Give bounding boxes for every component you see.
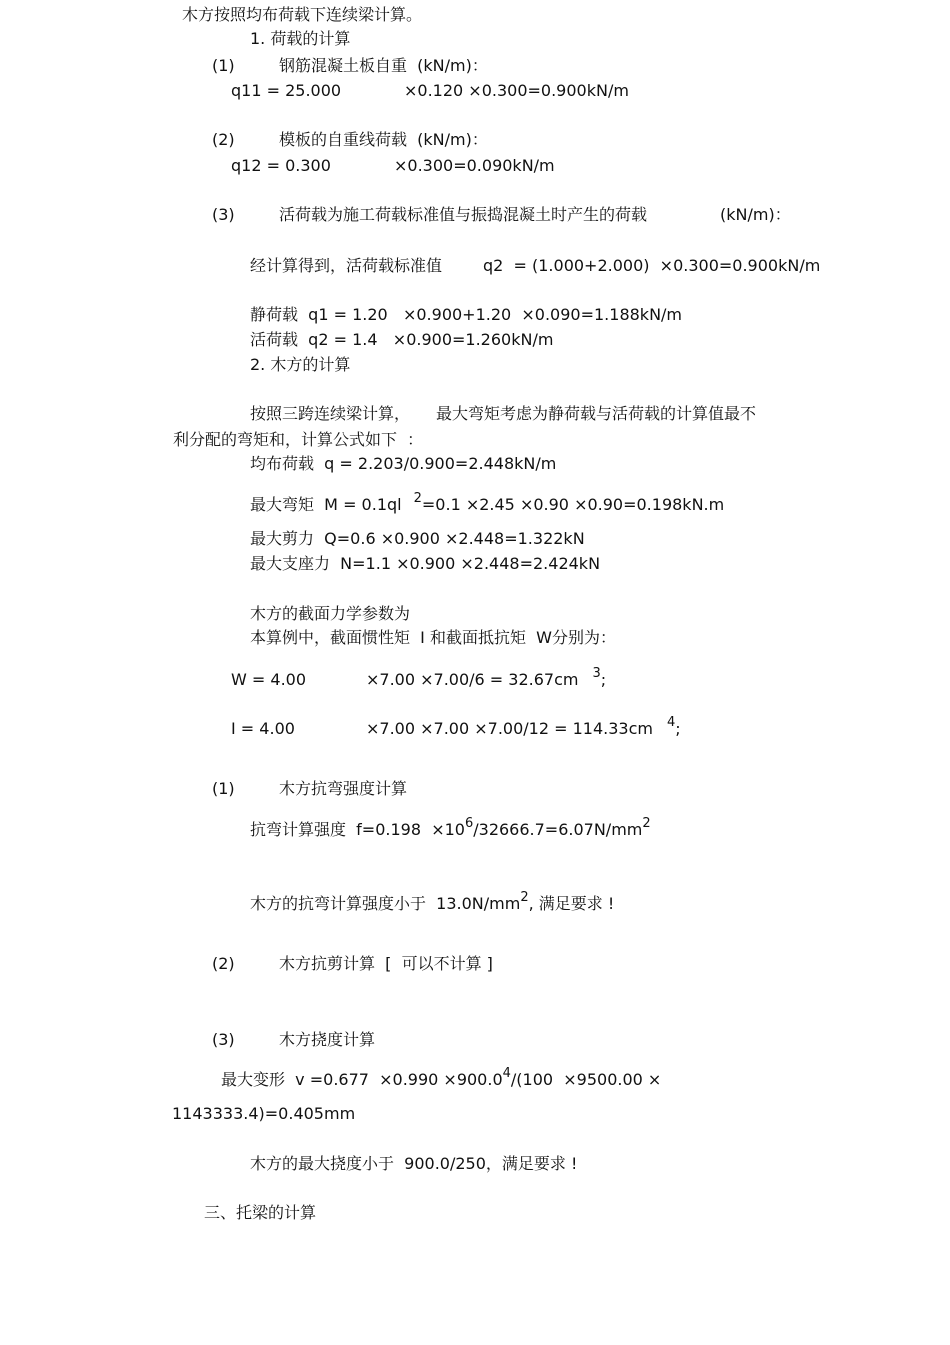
formula-rhs: q2 = (1.000+2.000) ×0.300=0.900kN/m — [483, 256, 821, 275]
formula-text: 最大弯矩 M = 0.1ql — [250, 495, 402, 514]
formula-rhs — [366, 715, 681, 739]
result-text: 木方的抗弯计算强度小于 13.0N/mm — [250, 894, 521, 913]
formula-rhs: ×0.120 ×0.300=0.900kN/m — [404, 81, 629, 100]
superscript: 6 — [464, 816, 474, 831]
formula-line — [221, 1066, 662, 1090]
superscript: 4 — [502, 1066, 511, 1081]
paragraph-line: 本算例中，截面惯性矩 I 和截面抵抗矩 W分别为： — [250, 628, 616, 647]
item-title: 钢筋混凝土板自重 (kN/m)： — [279, 56, 488, 75]
item-unit: (kN/m)： — [720, 205, 791, 224]
formula-line: 静荷载 q1 = 1.20 ×0.900+1.20 ×0.090=1.188kN/m — [250, 305, 683, 324]
paragraph-line: 利分配的弯矩和，计算公式如下 ： — [173, 430, 424, 449]
item-number: (3) — [212, 205, 235, 224]
section-heading-timber: 2. 木方的计算 — [250, 355, 351, 374]
result-line: 木方的最大挠度小于 900.0/250，满足要求 ! — [250, 1154, 578, 1173]
superscript: 2 — [520, 890, 529, 905]
superscript: 4 — [666, 715, 676, 730]
item-number: (2) — [212, 954, 235, 973]
formula-line: 最大剪力 Q=0.6 ×0.900 ×2.448=1.322kN — [250, 529, 585, 548]
formula-line: 1143333.4)=0.405mm — [172, 1104, 356, 1123]
item-number: (1) — [212, 779, 235, 798]
formula-rhs: ×0.300=0.090kN/m — [394, 156, 555, 175]
paragraph-line: 木方的截面力学参数为 — [250, 604, 411, 623]
section-heading-beam: 三、托梁的计算 — [204, 1203, 317, 1222]
superscript: 3 — [592, 666, 601, 681]
formula-line — [250, 491, 725, 515]
formula-line: 活荷载 q2 = 1.4 ×0.900=1.260kN/m — [250, 330, 554, 349]
intro-line: 木方按照均布荷载下连续梁计算。 — [182, 5, 423, 24]
formula-text: /(100 ×9500.00 × — [510, 1070, 662, 1089]
paragraph-line: 最大弯矩考虑为静荷载与活荷载的计算值最不 — [436, 404, 757, 423]
formula-text: ; — [675, 719, 681, 738]
formula-text: ×7.00 ×7.00 ×7.00/12 = 114.33cm — [366, 719, 653, 738]
result-line — [250, 890, 615, 914]
superscript: 2 — [413, 491, 422, 506]
superscript: 2 — [642, 816, 651, 831]
formula-text: /32666.7=6.07N/mm — [473, 820, 643, 839]
section-heading-load: 1. 荷载的计算 — [250, 29, 351, 48]
formula-text: 抗弯计算强度 f=0.198 ×10 — [250, 820, 465, 839]
item-title: 模板的自重线荷载 (kN/m)： — [279, 130, 488, 149]
item-number: (2) — [212, 130, 235, 149]
formula-text: 最大变形 v =0.677 ×0.990 ×900.0 — [221, 1070, 503, 1089]
item-title: 活荷载为施工荷载标准值与振捣混凝土时产生的荷载 — [279, 205, 648, 224]
formula-line: 最大支座力 N=1.1 ×0.900 ×2.448=2.424kN — [250, 554, 601, 573]
formula-line: 均布荷载 q = 2.203/0.900=2.448kN/m — [250, 454, 557, 473]
result-text: , 满足要求 ! — [528, 894, 615, 913]
formula-line — [250, 816, 651, 840]
formula-text: ; — [600, 670, 607, 689]
formula-lhs: W = 4.00 — [231, 670, 307, 689]
item-title: 木方抗剪计算 [ 可以不计算 ] — [279, 954, 493, 973]
item-number: (3) — [212, 1030, 235, 1049]
formula-text: =0.1 ×2.45 ×0.90 ×0.90=0.198kN.m — [421, 495, 725, 514]
paragraph-line: 按照三跨连续梁计算， — [250, 404, 411, 423]
formula-lhs: q12 = 0.300 — [231, 156, 331, 175]
formula-lhs: 经计算得到，活荷载标准值 — [250, 256, 443, 275]
formula-lhs: I = 4.00 — [231, 719, 295, 738]
formula-lhs: q11 = 25.000 — [231, 81, 342, 100]
formula-text: ×7.00 ×7.00/6 = 32.67cm — [366, 670, 579, 689]
item-number: (1) — [212, 56, 235, 75]
item-title: 木方抗弯强度计算 — [279, 779, 408, 798]
formula-rhs — [366, 666, 607, 690]
item-title: 木方挠度计算 — [279, 1030, 376, 1049]
